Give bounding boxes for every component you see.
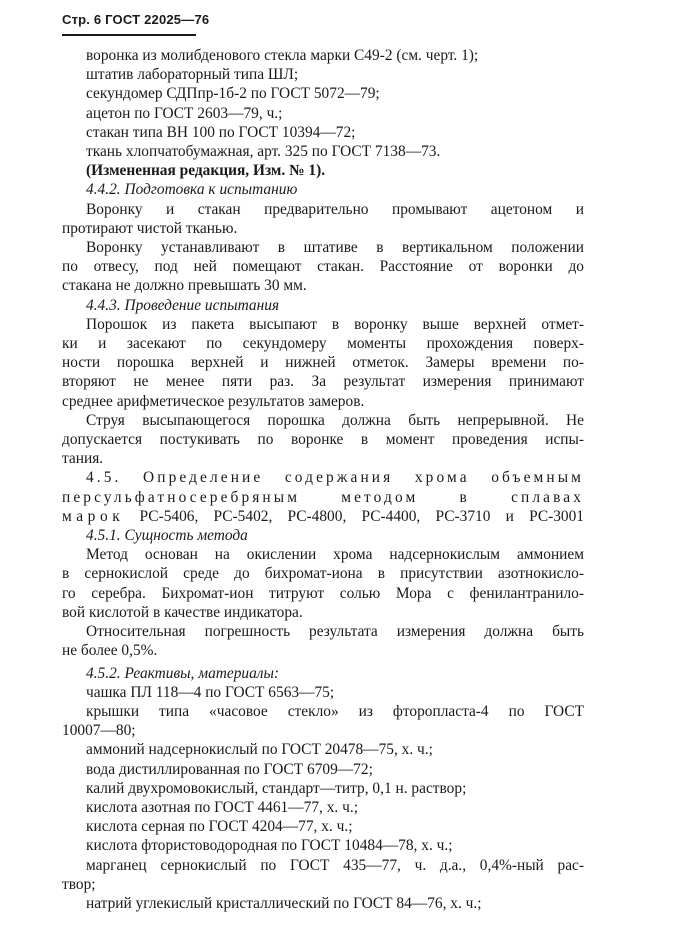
section-heading: 4.4.2. Подготовка к испытанию [86,181,298,199]
text-line: ки и засекают по секундомеру моменты прохождения поверх- [62,335,584,353]
text-line: марганец сернокислый по ГОСТ 435—77, ч. д.а., 0,4%-ный рас- [86,856,584,874]
section-heading: 4.5.2. Реактивы, материалы: [86,664,280,682]
text-line: воронка из молибденового стекла марки С49-2 (см. черт. 1); [86,47,479,64]
text-line: кислота фтористоводородная по ГОСТ 10484—78, х. ч.; [86,837,453,855]
text-line: стакан типа ВН 100 по ГОСТ 10394—72; [86,123,356,141]
text-line: натрий углекислый кристаллический по ГОСТ 84—76, х. ч.; [86,894,482,912]
text-line: протирают чистой тканью. [62,219,238,237]
page-header: Стр. 6 ГОСТ 22025—76 [62,12,210,27]
text-line: среднее арифметическое результатов замеров. [62,392,365,410]
text-line: допускается постукивать по воронке в момент проведения испы- [62,431,584,449]
text-line: ткань хлопчатобумажная, арт. 325 по ГОСТ 7138—73. [86,143,441,161]
text-line: Воронку и стакан предварительно промывают ацетоном и [86,200,584,218]
text-line: вода дистиллированная по ГОСТ 6709—72; [86,760,373,778]
section-title: марок РС-5406, РС-5402, РС-4800, РС-4400, РС-3710 и РС-3001 [62,507,584,525]
section-title: персульфатносеребряным методом в сплавах [62,488,584,506]
text-line: ацетон по ГОСТ 2603—79, ч.; [86,104,283,122]
section-heading: 4.4.3. Проведение испытания [86,296,280,314]
text-line: Порошок из пакета высыпают в воронку выше верхней отмет- [86,315,584,333]
text-line: кислота серная по ГОСТ 4204—77, х. ч.; [86,818,353,836]
text-line: кислота азотная по ГОСТ 4461—77, х. ч.; [86,798,358,816]
text-line: крышки типа «часовое стекло» из фторопласта-4 по ГОСТ [86,702,584,720]
text-line: Воронку устанавливают в штативе в вертикальном положении [86,239,584,257]
text-line: калий двухромовокислый, стандарт—титр, 0,1 н. раствор; [86,779,467,797]
text-line: штатив лабораторный типа ШЛ; [86,66,299,84]
text-line: вой кислотой в качестве индикатора. [62,603,303,621]
text-line: го серебра. Бихромат-ион титруют солью Мора с фенилантранило- [62,584,584,602]
text-line: ности порошка верхней и нижней отметок. Замеры времени по- [62,354,584,372]
text-line: аммоний надсернокислый по ГОСТ 20478—75, х. ч.; [86,741,433,759]
section-heading: 4.5.1. Сущность метода [86,527,248,545]
text-line: Струя высыпающегося порошка должна быть непрерывной. Не [86,411,584,429]
text-line: стакана не должно превышать 30 мм. [62,277,307,295]
document-body [62,46,584,913]
text-line: не более 0,5%. [62,642,158,660]
text-line: 10007—80; [62,722,136,740]
text-line: твор; [62,875,96,893]
text-line: Относительная погрешность результата измерения должна быть [86,623,584,641]
text-line: в сернокислой среде до бихромат-иона в присутствии азотнокисло- [62,565,584,583]
text-line: Метод основан на окислении хрома надсернокислым аммонием [86,546,584,564]
text-line: вторяют не менее пяти раз. За результат измерения принимают [62,373,584,391]
header-rule [62,34,196,36]
amendment-note: (Измененная редакция, Изм. № 1). [86,162,326,180]
text-line: чашка ПЛ 118—4 по ГОСТ 6563—75; [86,683,335,701]
text-line: секундомер СДПпр-1б-2 по ГОСТ 5072—79; [86,85,380,103]
text-line: тания. [62,450,104,468]
section-title: 4.5. Определение содержания хрома объемным [86,469,584,487]
text-line: по отвесу, под ней помещают стакан. Расстояние от воронки до [62,258,584,276]
